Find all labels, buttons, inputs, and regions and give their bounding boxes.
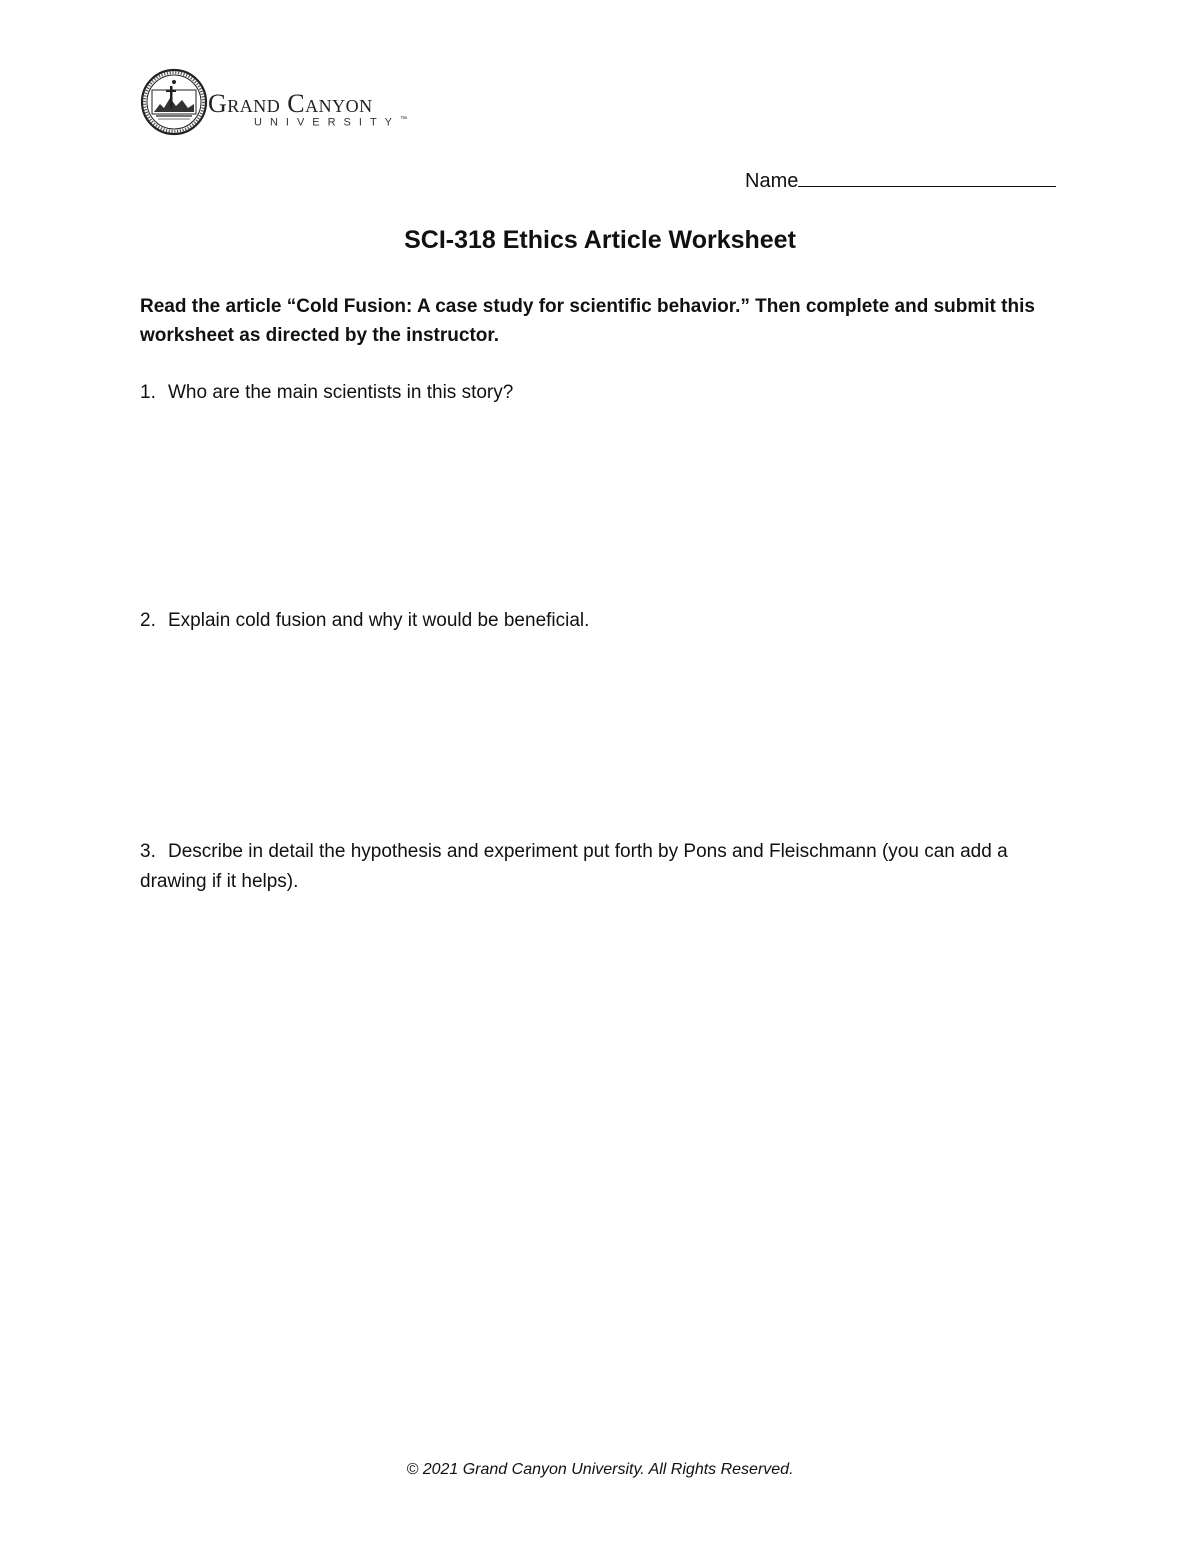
name-label: Name (745, 170, 799, 192)
university-wordmark (208, 90, 407, 129)
question-3 (140, 837, 1040, 897)
question-number: 2. (140, 610, 156, 631)
university-logo (140, 68, 440, 140)
name-blank-line[interactable] (798, 168, 1056, 187)
intro-instructions: Read the article “Cold Fusion: A case study for scientific behavior.” Then complete and submit this worksheet as directed by the instructor. (140, 296, 1035, 346)
question-number: 1. (140, 382, 156, 403)
question-text: Describe in detail the hypothesis and experiment put forth by Pons and Fleischmann (you can add a drawing if it helps). (140, 841, 1008, 892)
question-text: Explain cold fusion and why it would be beneficial. (168, 610, 590, 631)
question-2 (140, 606, 1040, 636)
copyright-footer: © 2021 Grand Canyon University. All Rights Reserved. (406, 1461, 794, 1478)
question-number: 3. (140, 841, 156, 862)
name-field (745, 168, 1056, 193)
university-seal-icon (140, 68, 208, 136)
question-1 (140, 378, 1040, 408)
trademark-symbol: ™ (400, 116, 408, 123)
logo-line-1: Grand Canyon (208, 89, 373, 118)
logo-line-2: UNIVERSITY (254, 116, 401, 129)
page-title: SCI-318 Ethics Article Worksheet (404, 226, 796, 254)
question-text: Who are the main scientists in this story? (168, 382, 514, 403)
